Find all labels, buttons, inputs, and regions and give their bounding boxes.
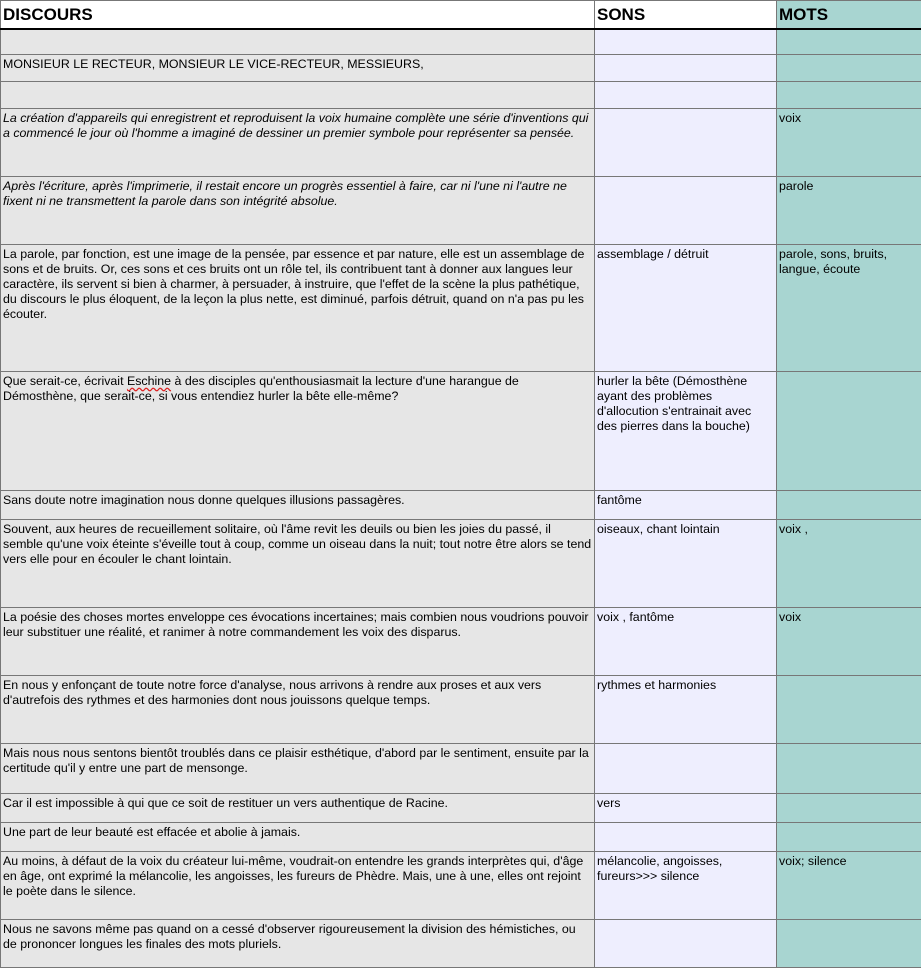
cell-mots[interactable]: voix xyxy=(777,608,921,676)
table-row xyxy=(1,82,921,109)
cell-mots[interactable]: voix; silence xyxy=(777,852,921,920)
cell-discours[interactable]: Au moins, à défaut de la voix du créateur lui-même, voudrait-on entendre les grands interprètes qui, d'âge en âge, ont exprimé la mélancolie, les angoisses, les fureurs de Phèdre. Mais, une à une, elles ont rejoint le poète dans le silence. xyxy=(1,852,595,920)
cell-sons[interactable] xyxy=(595,823,777,852)
cell-sons[interactable] xyxy=(595,920,777,968)
cell-discours-text: La création d'appareils qui enregistrent et reproduisent la voix humaine complète une série d'inventions qui a commencé le jour où l'homme a imaginé de dessiner un premier symbole pour représenter sa pensée. xyxy=(3,111,589,140)
cell-sons[interactable]: hurler la bête (Démosthène ayant des problèmes d'allocution s'entrainait avec des pierres dans la bouche) xyxy=(595,372,777,491)
cell-sons[interactable]: mélancolie, angoisses, fureurs>>> silence xyxy=(595,852,777,920)
table-row xyxy=(1,608,921,676)
table-row xyxy=(1,372,921,491)
cell-mots[interactable]: parole, sons, bruits, langue, écoute xyxy=(777,245,921,372)
cell-mots[interactable]: parole xyxy=(777,177,921,245)
cell-discours[interactable]: MONSIEUR LE RECTEUR, MONSIEUR LE VICE-RECTEUR, MESSIEURS, xyxy=(1,55,595,82)
cell-mots[interactable]: voix xyxy=(777,109,921,177)
cell-discours[interactable] xyxy=(1,82,595,109)
cell-sons[interactable] xyxy=(595,109,777,177)
cell-discours[interactable]: Sans doute notre imagination nous donne quelques illusions passagères. xyxy=(1,491,595,520)
cell-discours[interactable]: Mais nous nous sentons bientôt troublés dans ce plaisir esthétique, d'abord par le sentiment, ensuite par la certitude qu'il y entre une part de mensonge. xyxy=(1,744,595,794)
cell-discours[interactable]: Une part de leur beauté est effacée et abolie à jamais. xyxy=(1,823,595,852)
table-row xyxy=(1,55,921,82)
table-row xyxy=(1,823,921,852)
table-row xyxy=(1,744,921,794)
cell-discours[interactable]: Car il est impossible à qui que ce soit de restituer un vers authentique de Racine. xyxy=(1,794,595,823)
cell-mots[interactable] xyxy=(777,372,921,491)
table-row xyxy=(1,794,921,823)
cell-sons[interactable]: voix , fantôme xyxy=(595,608,777,676)
cell-discours-text-pre: Que serait-ce, écrivait xyxy=(3,374,127,388)
cell-sons[interactable] xyxy=(595,744,777,794)
cell-discours[interactable] xyxy=(1,372,595,491)
table-row xyxy=(1,920,921,968)
table-row xyxy=(1,245,921,372)
cell-mots[interactable]: voix , xyxy=(777,520,921,608)
cell-sons[interactable] xyxy=(595,177,777,245)
cell-discours[interactable] xyxy=(1,109,595,177)
table-row xyxy=(1,177,921,245)
cell-mots[interactable] xyxy=(777,491,921,520)
cell-sons[interactable] xyxy=(595,82,777,109)
cell-sons[interactable]: oiseaux, chant lointain xyxy=(595,520,777,608)
cell-sons[interactable] xyxy=(595,29,777,55)
cell-discours[interactable]: La parole, par fonction, est une image de la pensée, par essence et par nature, elle est un assemblage de sons et de bruits. Or, ces sons et ces bruits ont un rôle tel, ils contribuent tant à donner aux langues leur caractère, ils servent si bien à charmer, à persuader, à instruire, que l'effet de la scène la plus pathétique, du discours le plus éloquent, de la leçon la plus nette, est diminué, parfois détruit, quand on n'a pas pu les écouter. xyxy=(1,245,595,372)
cell-discours[interactable]: En nous y enfonçant de toute notre force d'analyse, nous arrivons à rendre aux proses et aux vers d'autrefois des rythmes et des harmonies dont nous jouissons quelque temps. xyxy=(1,676,595,744)
cell-discours[interactable] xyxy=(1,29,595,55)
table-row xyxy=(1,520,921,608)
cell-mots[interactable] xyxy=(777,82,921,109)
cell-discours[interactable] xyxy=(1,177,595,245)
header-mots[interactable]: MOTS xyxy=(777,1,921,29)
table-row xyxy=(1,491,921,520)
cell-discours-text: Après l'écriture, après l'imprimerie, il restait encore un progrès essentiel à faire, car ni l'une ni l'autre ne fixent ni ne transmettent la parole dans son intégrité absolue. xyxy=(3,179,567,208)
table-row xyxy=(1,109,921,177)
header-sons[interactable]: SONS xyxy=(595,1,777,29)
cell-mots[interactable] xyxy=(777,29,921,55)
cell-mots[interactable] xyxy=(777,744,921,794)
header-discours[interactable]: DISCOURS xyxy=(1,1,595,29)
spellcheck-word: Eschine xyxy=(126,374,172,388)
cell-mots[interactable] xyxy=(777,676,921,744)
cell-discours[interactable]: Nous ne savons même pas quand on a cessé d'observer rigoureusement la division des hémistiches, ou de prononcer longues les finales des mots pluriels. xyxy=(1,920,595,968)
cell-mots[interactable] xyxy=(777,823,921,852)
cell-sons[interactable]: vers xyxy=(595,794,777,823)
table-row xyxy=(1,852,921,920)
cell-sons[interactable]: fantôme xyxy=(595,491,777,520)
header-row xyxy=(1,1,921,29)
cell-discours-text-post: à des disciples qu'enthousiasmait la lecture d'une harangue de Démosthène, que serait-ce, si vous entendiez hurler la bête elle-même? xyxy=(3,374,519,403)
cell-sons[interactable]: assemblage / détruit xyxy=(595,245,777,372)
cell-sons[interactable] xyxy=(595,55,777,82)
cell-mots[interactable] xyxy=(777,920,921,968)
cell-mots[interactable] xyxy=(777,794,921,823)
cell-discours[interactable]: La poésie des choses mortes enveloppe ces évocations incertaines; mais combien nous voudrions pouvoir leur substituer une réalité, et ranimer à notre commandement les voix des disparus. xyxy=(1,608,595,676)
table-row xyxy=(1,676,921,744)
cell-sons[interactable]: rythmes et harmonies xyxy=(595,676,777,744)
table-row xyxy=(1,29,921,55)
cell-discours[interactable]: Souvent, aux heures de recueillement solitaire, où l'âme revit les deuils ou bien les joies du passé, il semble qu'une voix éteinte s'éveille tout à coup, comme un oiseau dans la nuit; tout notre être alors se tend vers elle pour en écouler le chant lointain. xyxy=(1,520,595,608)
cell-mots[interactable] xyxy=(777,55,921,82)
